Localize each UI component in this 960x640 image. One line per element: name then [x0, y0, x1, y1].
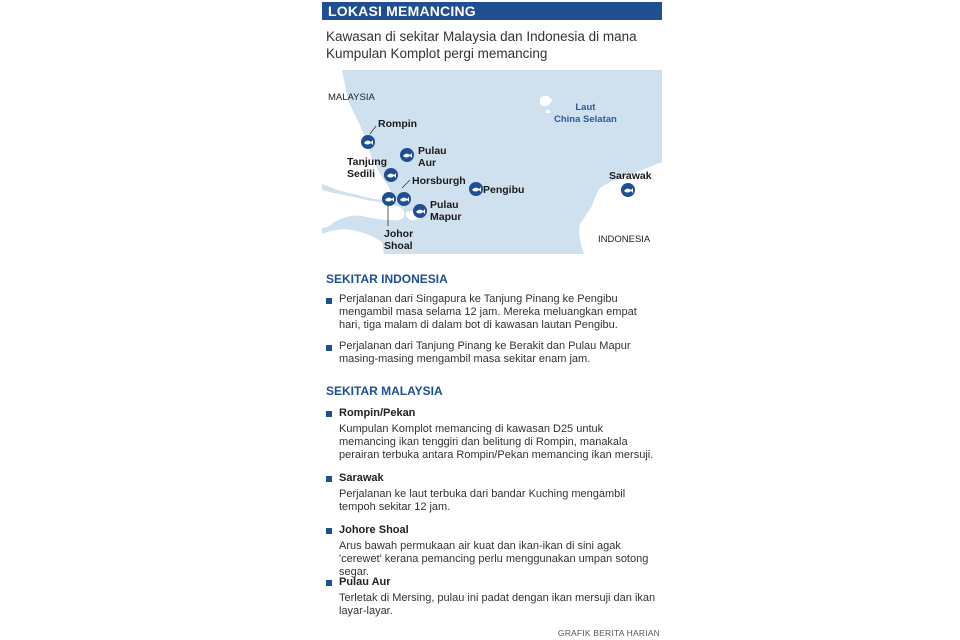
label-pulau-mapur-line1: Pulau	[430, 199, 459, 211]
malaysia-item-2-text: Perjalanan ke laut terbuka dari bandar Kuching mengambil tempoh sekitar 12 jam.	[339, 488, 626, 513]
bullet-square	[326, 476, 332, 482]
malaysia-item-4-text: Terletak di Mersing, pulau ini padat dengan ikan mersuji dan ikan layar-layar.	[339, 592, 656, 617]
infographic-panel	[322, 2, 662, 638]
fish-icon[interactable]	[382, 192, 396, 206]
section-heading-malaysia: SEKITAR MALAYSIA	[326, 384, 443, 398]
label-pulau-mapur-line2: Mapur	[430, 211, 462, 223]
label-tanjung-sedili-line1: Tanjung	[347, 156, 388, 168]
label-pengibu: Pengibu	[483, 184, 525, 196]
indonesia-item-2: Perjalanan dari Tanjung Pinang ke Berakit dan Pulau Mapur masing-masing mengambil masa sekitar enam jam.	[339, 340, 631, 365]
bullet-square	[326, 528, 332, 534]
bullet-square	[326, 298, 332, 304]
label-sarawak: Sarawak	[609, 170, 652, 182]
indonesia-item-1: Perjalanan dari Singapura ke Tanjung Pinang ke Pengibu mengambil masa selama 12 jam. Mereka meluangkan empat hari, tiga malam di dalam bot di kawasan lautan Pengibu.	[339, 293, 637, 331]
sea-label-line2: China Selatan	[554, 114, 617, 125]
title-bar	[322, 2, 662, 20]
credit-line: GRAFIK BERITA HARIAN	[557, 628, 660, 638]
malaysia-item-2-title: Sarawak	[339, 472, 384, 484]
malaysia-item-1-text: Kumpulan Komplot memancing di kawasan D25 untuk memancing ikan tenggiri dan belitung di Rompin, manakala perairan terbuka antara Rompin/Pekan memancing ikan mersuji.	[339, 423, 654, 461]
bullet-square	[326, 411, 332, 417]
label-johor-shoal-line2: Shoal	[384, 240, 413, 252]
fish-icon[interactable]	[413, 204, 427, 218]
fishing-map	[322, 70, 662, 254]
label-horsburgh: Horsburgh	[412, 175, 466, 187]
fish-icon[interactable]	[384, 168, 398, 182]
malaysia-item-1-title: Rompin/Pekan	[339, 407, 416, 419]
fish-icon[interactable]	[621, 183, 635, 197]
subtitle: Kawasan di sekitar Malaysia dan Indonesia di mana Kumpulan Komplot pergi memancing	[326, 29, 637, 61]
fish-icon[interactable]	[400, 148, 414, 162]
bullet-square	[326, 345, 332, 351]
label-pulau-aur-line1: Pulau	[418, 145, 447, 157]
fish-icon[interactable]	[397, 192, 411, 206]
label-rompin: Rompin	[378, 118, 418, 130]
label-pulau-aur-line2: Aur	[418, 157, 437, 169]
fish-icon[interactable]	[361, 135, 375, 149]
malaysia-item-4-title: Pulau Aur	[339, 576, 391, 588]
label-malaysia: MALAYSIA	[328, 92, 375, 103]
malaysia-item-3-text: Arus bawah permukaan air kuat dan ikan-ikan di sini agak 'cerewet' kerana pemancing perlu menggunakan umpan sotong segar.	[339, 540, 649, 578]
label-indonesia: INDONESIA	[598, 234, 651, 245]
leader-lines	[322, 70, 662, 254]
malaysia-item-3-title: Johore Shoal	[339, 524, 409, 536]
bullet-square	[326, 580, 332, 586]
sea-label-line1: Laut	[575, 102, 596, 113]
label-tanjung-sedili-line2: Sedili	[347, 168, 376, 180]
section-heading-indonesia: SEKITAR INDONESIA	[326, 272, 448, 286]
fish-icon[interactable]	[469, 182, 483, 196]
page-title: LOKASI MEMANCING	[328, 3, 476, 19]
label-johor-shoal-line1: Johor	[384, 228, 414, 240]
